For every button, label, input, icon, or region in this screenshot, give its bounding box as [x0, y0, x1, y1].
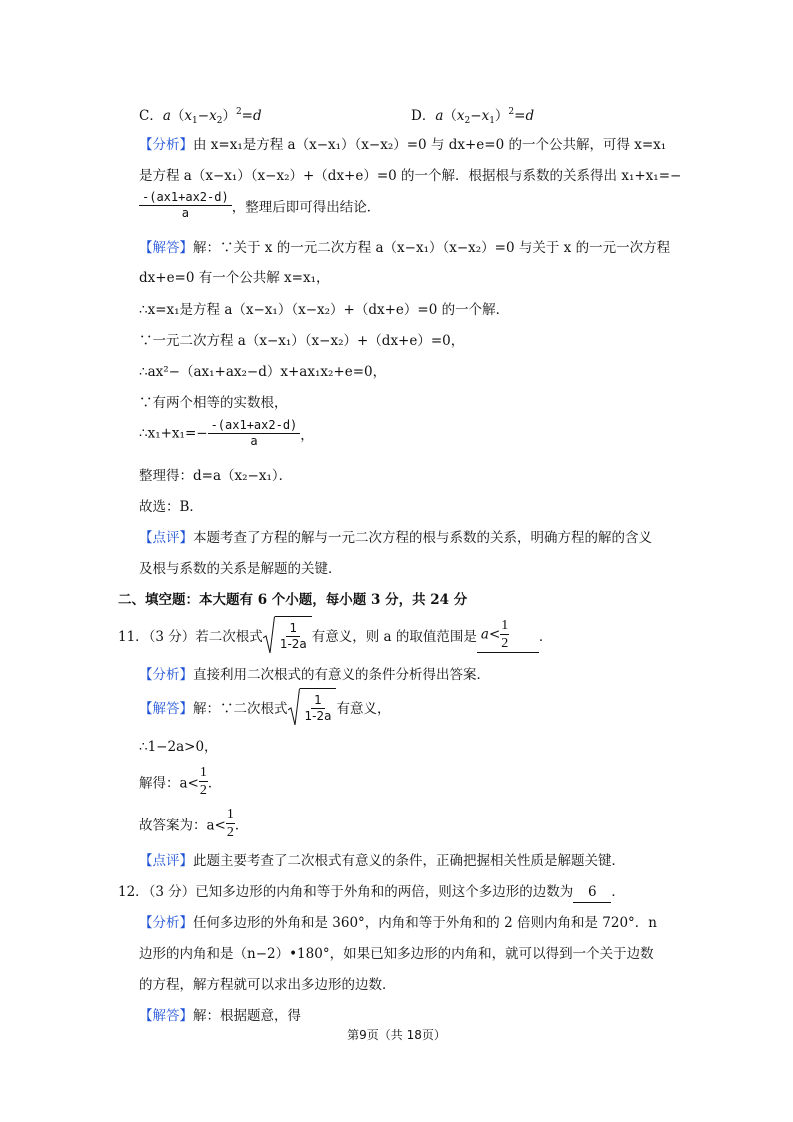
- q10-comment-text-1: 本题考查了方程的解与一元二次方程的根与系数的关系，明确方程的解的含义: [193, 530, 652, 546]
- fraction-numerator: -(ax1+ax2-d): [139, 190, 232, 206]
- option-c: C．$a(x_1-x_2)^2=d$: [139, 107, 262, 126]
- q10-comment-line-2: 及根与系数的关系是解题的关键．: [139, 561, 342, 577]
- q11-comment: [139, 851, 625, 871]
- q12-analysis-line-3: 的方程，解方程就可以求出多边形的边数．: [139, 977, 396, 993]
- q10-solution-l7-prefix: ∴x₁+x₁=−: [139, 425, 208, 442]
- option-d: D．$a(x_2-x_1)^2=d$: [411, 107, 535, 126]
- q11-solution-l4-period: ．: [234, 817, 249, 834]
- answer-denominator: 2: [501, 636, 509, 651]
- q11-sqrt: [263, 616, 312, 654]
- q12-answer-text: 6: [588, 884, 597, 900]
- q11-answer-blank: [477, 617, 539, 653]
- q11-analysis-text: 直接利用二次根式的有意义的条件分析得出答案．: [193, 667, 490, 683]
- q11-stem-suffix: 有意义，则 a 的取值范围是: [311, 629, 477, 645]
- q10-solution-line-5: ∴ax²−（ax₁+ax₂−d）x+ax₁x₂+e=0，: [139, 364, 387, 380]
- fraction-numerator: 1: [226, 807, 234, 822]
- q10-solution-l7-suffix: ，: [300, 427, 314, 444]
- q10-solution-line-4: ∵一元二次方程 a（x−x₁）（x−x₂）+（dx+e）=0，: [139, 333, 465, 349]
- q11-solution-prefix: 解：∵二次根式: [193, 701, 288, 717]
- fraction-numerator: 1: [199, 765, 207, 780]
- q11-solution-sqrt: [288, 688, 337, 726]
- q11-radicand: [277, 621, 310, 652]
- q12-solution-line-1: [139, 1006, 301, 1026]
- radicand-denominator: 1-2a: [279, 636, 307, 651]
- comment-tag: 【点评】: [139, 853, 193, 869]
- analysis-tag: 【分析】: [139, 137, 193, 153]
- q10-analysis-line-1: [139, 135, 666, 155]
- option-c-label: C．: [139, 108, 163, 124]
- q10-solution-line-6: ∵有两个相等的实数根，: [139, 395, 288, 411]
- fraction-denominator: 2: [226, 825, 234, 840]
- q10-analysis-fraction: [139, 190, 232, 221]
- fraction-denominator: a: [250, 434, 258, 448]
- q11-answer-fraction: [500, 617, 509, 652]
- q11-answer-text: a<: [480, 626, 501, 643]
- option-d-label: D．: [411, 108, 436, 124]
- q10-solution-fraction: [208, 418, 301, 449]
- q10-solution-line-3: ∴x=x₁是方程 a（x−x₁）（x−x₂）+（dx+e）=0 的一个解．: [139, 302, 510, 318]
- q10-comment-line-1: [139, 528, 652, 548]
- q12-stem-text: 12．（3 分）已知多边形的内角和等于外角和的两倍，则这个多边形的边数为: [118, 884, 574, 900]
- fraction-numerator: -(ax1+ax2-d): [208, 418, 301, 434]
- solution-tag: 【解答】: [139, 240, 193, 256]
- q10-solution-text-1: 解：∵关于 x 的一元二次方程 a（x−x₁）（x−x₂）=0 与关于 x 的一元一次方程: [193, 240, 671, 256]
- q11-stem: [118, 616, 552, 654]
- q11-solution-l3-prefix: 解得：a<: [139, 775, 199, 792]
- q12-solution-text-1: 解：根据题意，得: [193, 1008, 301, 1024]
- q12-stem-end: ．: [611, 884, 625, 900]
- q10-analysis-tail: ，整理后即可得出结论．: [231, 199, 381, 216]
- solution-tag: 【解答】: [139, 701, 193, 717]
- q10-solution-line-1: [139, 238, 670, 258]
- analysis-tag: 【分析】: [139, 915, 193, 931]
- answer-numerator: 1: [501, 618, 509, 633]
- q12-analysis-line-1: [139, 913, 657, 933]
- q10-solution-line-2: dx+e=0 有一个公共解 x=x₁，: [139, 270, 330, 286]
- q10-analysis-line-2: 是方程 a（x−x₁）（x−x₂）+（dx+e）=0 的一个解．根据根与系数的关系得出 x₁+x₁=−: [139, 168, 682, 184]
- q11-comment-text: 此题主要考查了二次根式有意义的条件，正确把握相关性质是解题关键．: [193, 853, 625, 869]
- solution-tag: 【解答】: [139, 1008, 193, 1024]
- q12-analysis-text-1: 任何多边形的外角和是 360°，内角和等于外角和的 2 倍则内角和是 720°．n: [193, 915, 657, 931]
- comment-tag: 【点评】: [139, 530, 193, 546]
- q10-solution-line-9: 故选：B．: [139, 499, 203, 515]
- q11-solution-line-3: [139, 764, 221, 799]
- fraction-denominator: a: [181, 206, 189, 220]
- section-heading: 二、填空题：本大题有 6 个小题，每小题 3 分，共 24 分: [118, 592, 468, 608]
- q10-solution-line-7: [139, 418, 314, 449]
- q11-solution-l3-fraction: [199, 764, 208, 799]
- q11-solution-l4-fraction: [226, 806, 235, 841]
- q11-solution-l3-period: ．: [207, 775, 222, 792]
- q11-solution-radicand: [302, 693, 335, 724]
- q11-analysis: [139, 665, 490, 685]
- q11-solution-line-1: [139, 688, 390, 726]
- radical-sign-icon: [288, 688, 300, 726]
- q12-answer-blank: [573, 882, 611, 903]
- q11-solution-suffix: 有意义，: [336, 701, 391, 717]
- radicand-denominator: 1-2a: [304, 708, 332, 723]
- page-footer: 第9页（共 18页）: [347, 1028, 446, 1042]
- q12-stem: [118, 882, 625, 903]
- radical-sign-icon: [263, 616, 275, 654]
- radicand-numerator: 1: [311, 693, 325, 709]
- q12-analysis-line-2: 边形的内角和是（n−2）•180°，如果已知多边形的内角和，就可以得到一个关于边数: [139, 946, 654, 962]
- analysis-tag: 【分析】: [139, 667, 193, 683]
- q10-analysis-text-1: 由 x=x₁是方程 a（x−x₁）（x−x₂）=0 与 dx+e=0 的一个公共解，可得 x=x₁: [193, 137, 667, 153]
- q11-solution-line-2: ∴1−2a>0，: [139, 739, 218, 755]
- q11-stem-prefix: 11．（3 分）若二次根式: [118, 629, 263, 645]
- q11-stem-end: ．: [538, 629, 553, 645]
- q10-solution-line-8: 整理得：d=a（x₂−x₁）．: [139, 468, 293, 484]
- radicand-numerator: 1: [286, 621, 300, 637]
- q11-solution-line-4: [139, 806, 248, 841]
- q10-analysis-line-3: [139, 190, 380, 221]
- fraction-denominator: 2: [199, 783, 207, 798]
- q11-solution-l4-prefix: 故答案为：a<: [139, 817, 226, 834]
